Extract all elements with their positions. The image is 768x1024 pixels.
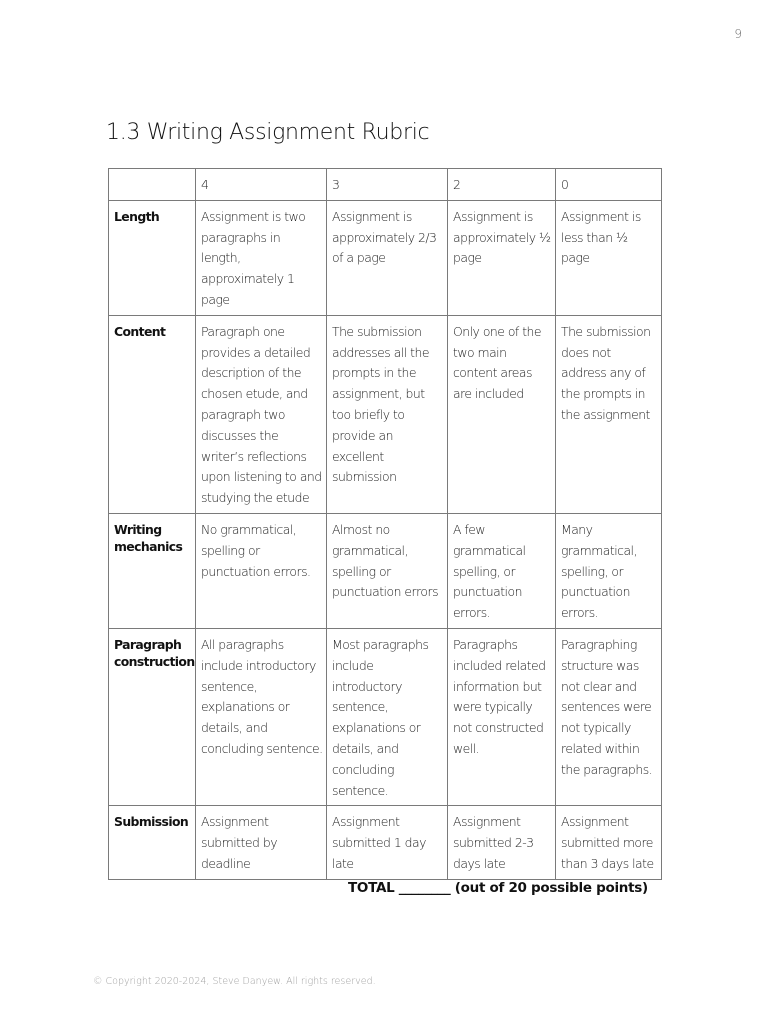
rubric-row-length	[109, 200, 662, 315]
criterion-label: Paragraph construction	[109, 628, 196, 805]
rubric-cell: The submission addresses all the prompts in the assignment, but too briefly to provide an excellent submission	[327, 315, 448, 513]
rubric-cell: Assignment is approximately ½ page	[448, 200, 556, 315]
rubric-cell: Most paragraphs include introductory sentence, explanations or details, and concluding sentence.	[327, 628, 448, 805]
rubric-cell: Paragraphing structure was not clear and sentences were not typically related within the paragraphs.	[556, 628, 662, 805]
rubric-cell: Paragraph one provides a detailed description of the chosen etude, and paragraph two discusses the writer’s reflections upon listening to and studying the etude	[196, 315, 327, 513]
header-blank-cell	[109, 169, 196, 201]
rubric-cell: All paragraphs include introductory sentence, explanations or details, and concluding sentence.	[196, 628, 327, 805]
score-header-4: 4	[196, 169, 327, 201]
rubric-cell: Assignment is less than ½ page	[556, 200, 662, 315]
rubric-row-submission	[109, 806, 662, 879]
rubric-cell: Assignment is approximately 2/3 of a page	[327, 200, 448, 315]
criterion-label: Length	[109, 200, 196, 315]
rubric-cell: Assignment submitted by deadline	[196, 806, 327, 879]
copyright-footer: © Copyright 2020-2024, Steve Danyew. All rights reserved.	[93, 976, 376, 987]
rubric-table	[108, 168, 662, 880]
criterion-label: Writing mechanics	[109, 513, 196, 628]
rubric-cell: Assignment submitted more than 3 days late	[556, 806, 662, 879]
rubric-cell: Many grammatical, spelling, or punctuation errors.	[556, 513, 662, 628]
rubric-cell: Assignment is two paragraphs in length, approximately 1 page	[196, 200, 327, 315]
criterion-label: Content	[109, 315, 196, 513]
rubric-cell: Only one of the two main content areas are included	[448, 315, 556, 513]
page-number: 9	[734, 27, 742, 41]
rubric-cell: Assignment submitted 2-3 days late	[448, 806, 556, 879]
rubric-cell: The submission does not address any of the prompts in the assignment	[556, 315, 662, 513]
score-header-0: 0	[556, 169, 662, 201]
criterion-label: Submission	[109, 806, 196, 879]
rubric-row-writing-mechanics	[109, 513, 662, 628]
total-points-line: TOTAL ________ (out of 20 possible points)	[348, 880, 648, 896]
rubric-cell: No grammatical, spelling or punctuation errors.	[196, 513, 327, 628]
rubric-cell: Paragraphs included related information but were typically not constructed well.	[448, 628, 556, 805]
section-title: 1.3 Writing Assignment Rubric	[106, 120, 430, 145]
rubric-cell: A few grammatical spelling, or punctuation errors.	[448, 513, 556, 628]
rubric-row-content	[109, 315, 662, 513]
rubric-row-paragraph-construction	[109, 628, 662, 805]
rubric-header-row	[109, 169, 662, 201]
score-header-3: 3	[327, 169, 448, 201]
rubric-cell: Assignment submitted 1 day late	[327, 806, 448, 879]
rubric-cell: Almost no grammatical, spelling or punctuation errors	[327, 513, 448, 628]
score-header-2: 2	[448, 169, 556, 201]
